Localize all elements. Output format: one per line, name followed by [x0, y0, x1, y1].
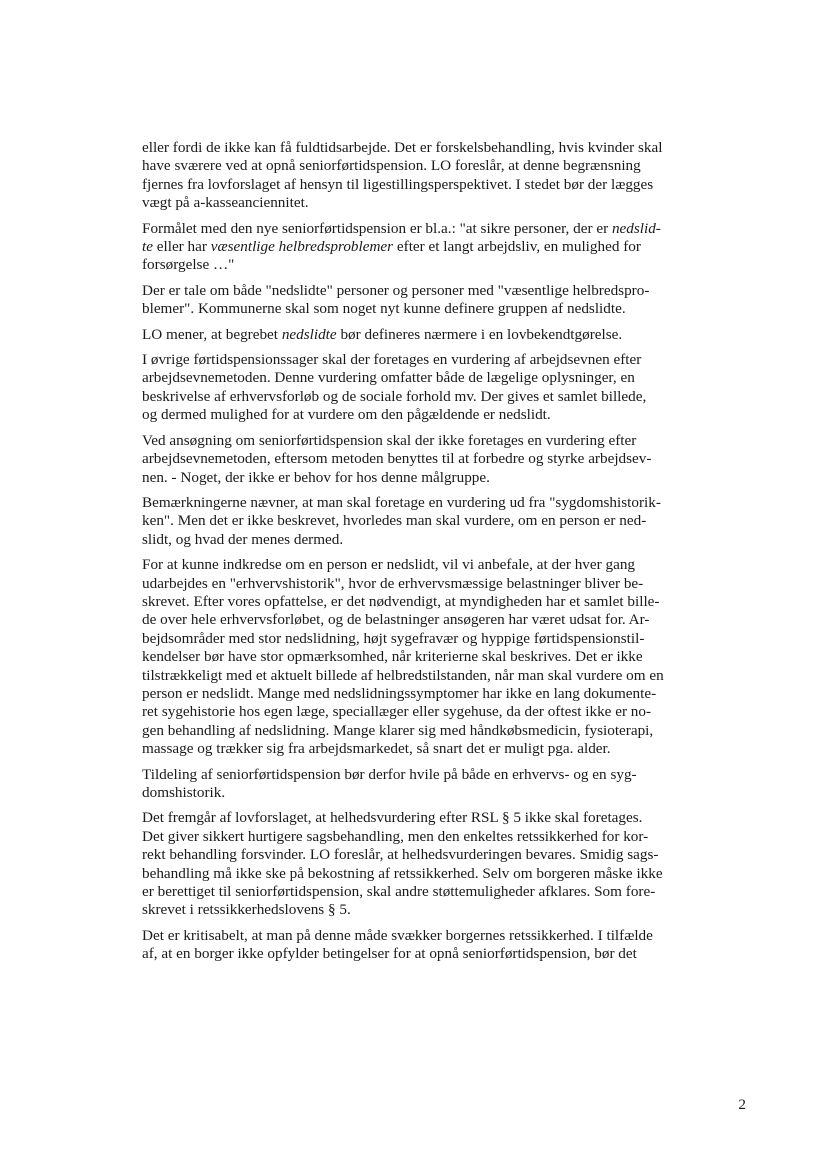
paragraph — [142, 351, 683, 425]
document-body — [142, 139, 683, 971]
text-line — [142, 809, 683, 827]
text-line — [142, 176, 683, 194]
italic-text: te — [142, 238, 153, 256]
text-line — [142, 593, 683, 611]
text-segment: I øvrige førtidspensionssager skal der foretages en vurdering af arbejdsevnen efter — [142, 351, 642, 369]
text-line — [142, 611, 683, 629]
text-segment: Ved ansøgning om seniorførtidspension skal der ikke foretages en vurdering efter — [142, 431, 637, 449]
text-line — [142, 369, 683, 387]
text-segment: gen behandling af nedslidning. Mange klarer sig med håndkøbsmedicin, fysioterapi, — [142, 721, 654, 739]
text-segment: kendelser bør have stor opmærksomhed, når kriterierne skal beskrives. Det er ikke — [142, 648, 643, 666]
text-segment: For at kunne indkredse om en person er nedslidt, vil vi anbefale, at der hver gang — [142, 556, 636, 574]
text-line — [142, 685, 683, 703]
text-line — [142, 388, 683, 406]
text-segment: Der er tale om både "nedslidte" personer og personer med "væsentlige helbredspro- — [142, 281, 650, 299]
text-line — [142, 846, 683, 864]
text-segment: fjernes fra lovforslaget af hensyn til ligestillingsperspektivet. I stedet bør der lægges — [142, 175, 654, 193]
paragraph — [142, 809, 683, 919]
text-segment: efter et langt arbejdsliv, en mulighed for — [393, 238, 641, 256]
text-segment: udarbejdes en "erhvervshistorik", hvor de erhvervsmæssige belastninger bliver be- — [142, 574, 644, 592]
text-segment: tilstrækkeligt med et aktuelt billede af helbredstilstanden, når man skal vurdere om en — [142, 666, 664, 684]
text-segment: ken". Men det er ikke beskrevet, hvorledes man skal vurdere, om en person er ned- — [142, 512, 647, 530]
text-segment: massage og trækker sig fra arbejdsmarkedet, så snart det er muligt pga. alder. — [142, 740, 611, 758]
text-line — [142, 256, 683, 274]
text-line — [142, 556, 683, 574]
text-segment: skrevet. Efter vores opfattelse, er det nødvendigt, at myndigheden har et samlet bille- — [142, 592, 660, 610]
text-segment: domshistorik. — [142, 784, 226, 801]
text-line — [142, 784, 683, 802]
paragraph — [142, 927, 683, 964]
text-line — [142, 282, 683, 300]
text-segment: ret sygehistorie hos egen læge, speciallæger eller sygehuse, da der oftest ikke er no- — [142, 703, 652, 721]
text-line — [142, 326, 683, 344]
paragraph — [142, 326, 683, 344]
text-segment: Formålet med den nye seniorførtidspension er bl.a.: "at sikre personer, der er — [142, 219, 612, 237]
italic-text: nedslid- — [611, 219, 661, 237]
text-line — [142, 766, 683, 784]
text-line — [142, 901, 683, 919]
text-line — [142, 406, 683, 424]
text-line — [142, 945, 683, 963]
text-segment: Det fremgår af lovforslaget, at helhedsvurdering efter RSL § 5 ikke skal foretages. — [142, 809, 643, 827]
text-line — [142, 194, 683, 212]
text-segment: Det giver sikkert hurtigere sagsbehandling, men den enkeltes retssikkerhed for kor- — [142, 827, 649, 845]
text-line — [142, 927, 683, 945]
text-line — [142, 531, 683, 549]
text-segment: slidt, og hvad der menes dermed. — [142, 530, 344, 548]
text-segment: Det er kritisabelt, at man på denne måde svækker borgernes retssikkerhed. I tilfælde — [142, 926, 653, 944]
page-number: 2 — [738, 1096, 746, 1113]
text-line — [142, 494, 683, 512]
text-line — [142, 432, 683, 450]
text-line — [142, 512, 683, 530]
text-line — [142, 220, 683, 238]
paragraph — [142, 766, 683, 803]
text-segment: Tildeling af seniorførtidspension bør derfor hvile på både en erhvervs- og en syg- — [142, 765, 637, 783]
text-segment: LO mener, at begrebet — [142, 325, 282, 343]
text-line — [142, 139, 683, 157]
text-segment: og dermed mulighed for at vurdere om den pågældende er nedslidt. — [142, 406, 551, 424]
text-segment: forsørgelse …" — [142, 256, 235, 274]
text-line — [142, 450, 683, 468]
text-line — [142, 630, 683, 648]
text-line — [142, 157, 683, 175]
text-segment: eller har — [152, 238, 211, 256]
text-segment: de over hele erhvervsforløbet, og de belastninger ansøgeren har været udsat for. Ar- — [142, 611, 650, 629]
text-segment: af, at en borger ikke opfylder betingelser for at opnå seniorførtidspension, bør det — [142, 945, 637, 963]
text-segment: vægt på a-kasseanciennitet. — [142, 194, 309, 212]
text-line — [142, 667, 683, 685]
text-segment: skrevet i retssikkerhedslovens § 5. — [142, 901, 351, 919]
text-line — [142, 703, 683, 721]
text-segment: er berettiget til seniorførtidspension, skal andre støttemuligheder afklares. Som fore- — [142, 883, 656, 901]
italic-text: væsentlige helbredsproblemer — [210, 238, 394, 256]
paragraph — [142, 139, 683, 213]
text-line — [142, 238, 683, 256]
text-line — [142, 575, 683, 593]
paragraph — [142, 494, 683, 549]
text-segment: rekt behandling forsvinder. LO foreslår, at helhedsvurderingen bevares. Smidig sags- — [142, 846, 659, 864]
italic-text: nedslidte — [281, 325, 337, 343]
text-line — [142, 883, 683, 901]
text-line — [142, 300, 683, 318]
text-segment: have sværere ved at opnå seniorførtidspension. LO foreslår, at denne begrænsning — [142, 157, 641, 175]
text-segment: arbejdsevnemetoden. Denne vurdering omfatter både de lægelige oplysninger, en — [142, 369, 635, 387]
paragraph — [142, 556, 683, 758]
text-line — [142, 865, 683, 883]
text-line — [142, 648, 683, 666]
text-segment: arbejdsevnemetoden, eftersom metoden benyttes til at forbedre og styrke arbejdsev- — [142, 450, 652, 468]
text-line — [142, 828, 683, 846]
text-segment: behandling må ikke ske på bekostning af retssikkerhed. Selv om borgeren måske ikke — [142, 864, 663, 882]
text-segment: bejdsområder med stor nedslidning, højt sygefravær og hyppige førtidspensionstil- — [142, 629, 645, 647]
paragraph — [142, 220, 683, 275]
text-line — [142, 469, 683, 487]
text-segment: nen. - Noget, der ikke er behov for hos denne målgruppe. — [142, 468, 490, 486]
text-segment: eller fordi de ikke kan få fuldtidsarbejde. Det er forskelsbehandling, hvis kvinder skal — [142, 139, 663, 156]
text-line — [142, 351, 683, 369]
text-line — [142, 740, 683, 758]
text-segment: bør defineres nærmere i en lovbekendtgørelse. — [336, 325, 623, 343]
paragraph — [142, 282, 683, 319]
text-segment: beskrivelse af erhvervsforløb og de sociale forhold mv. Der gives et samlet billede, — [142, 387, 647, 405]
text-segment: person er nedslidt. Mange med nedslidningssymptomer har ikke en lang dokumente- — [142, 684, 657, 702]
text-line — [142, 722, 683, 740]
text-segment: Bemærkningerne nævner, at man skal foretage en vurdering ud fra "sygdomshistorik- — [142, 493, 661, 511]
text-segment: blemer". Kommunerne skal som noget nyt kunne definere gruppen af nedslidte. — [142, 300, 626, 318]
paragraph — [142, 432, 683, 487]
